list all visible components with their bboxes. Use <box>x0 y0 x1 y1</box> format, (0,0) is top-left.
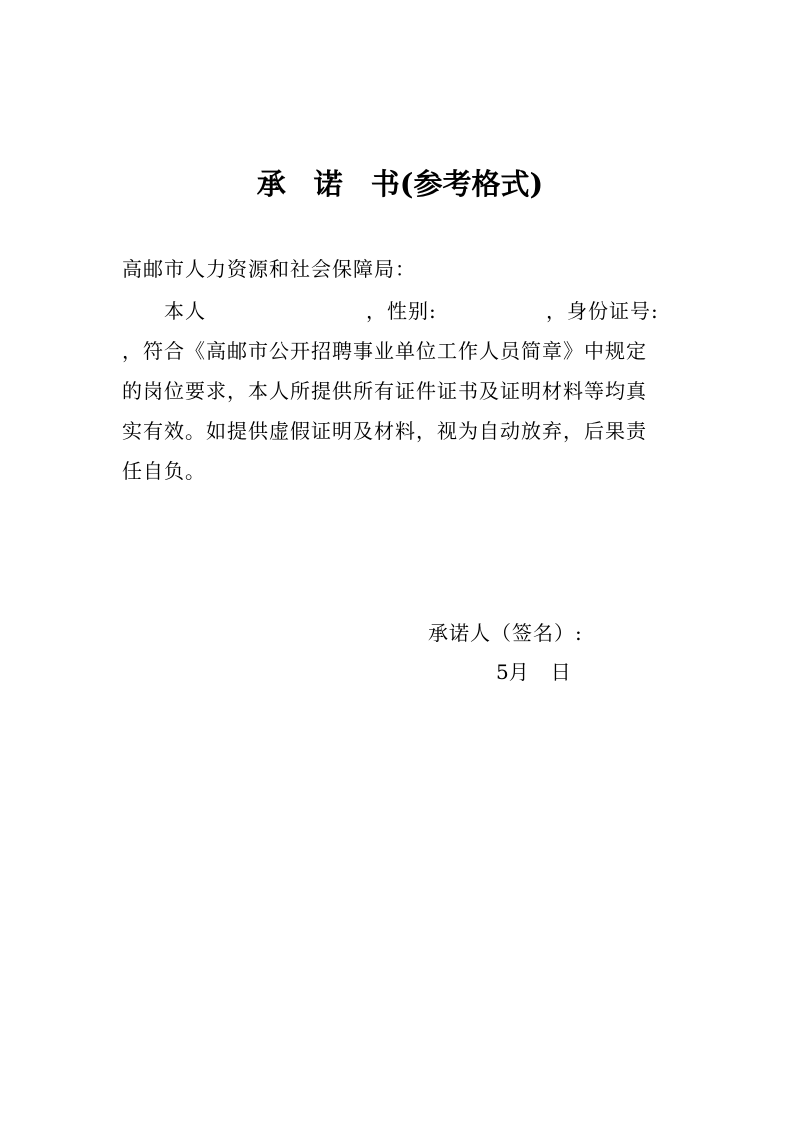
pledge-line-5: 任自负。 <box>122 459 206 483</box>
pledge-line-2: ，符合《高邮市公开招聘事业单位工作人员简章》中规定 <box>122 339 647 363</box>
title-char-1: 承 <box>256 167 286 201</box>
date-line <box>496 656 571 685</box>
title-char-3: 书(参考格式) <box>370 167 544 201</box>
id-number-label: ，身份证号: <box>546 299 659 323</box>
signature-label: 承诺人（签名）: <box>428 621 583 645</box>
date-month: 5月 <box>496 660 529 684</box>
date-day: 日 <box>550 660 571 684</box>
pledge-line-3: 的岗位要求，本人所提供所有证件证书及证明材料等均真 <box>122 379 647 403</box>
title-char-2: 诺 <box>313 167 343 201</box>
self-label: 本人 <box>164 299 206 323</box>
document-title <box>0 162 800 203</box>
addressee-line: 高邮市人力资源和社会保障局： <box>122 257 416 281</box>
gender-label: ，性别: <box>366 299 437 323</box>
pledge-line-4: 实有效。如提供虚假证明及材料，视为自动放弃，后果责 <box>122 419 647 443</box>
